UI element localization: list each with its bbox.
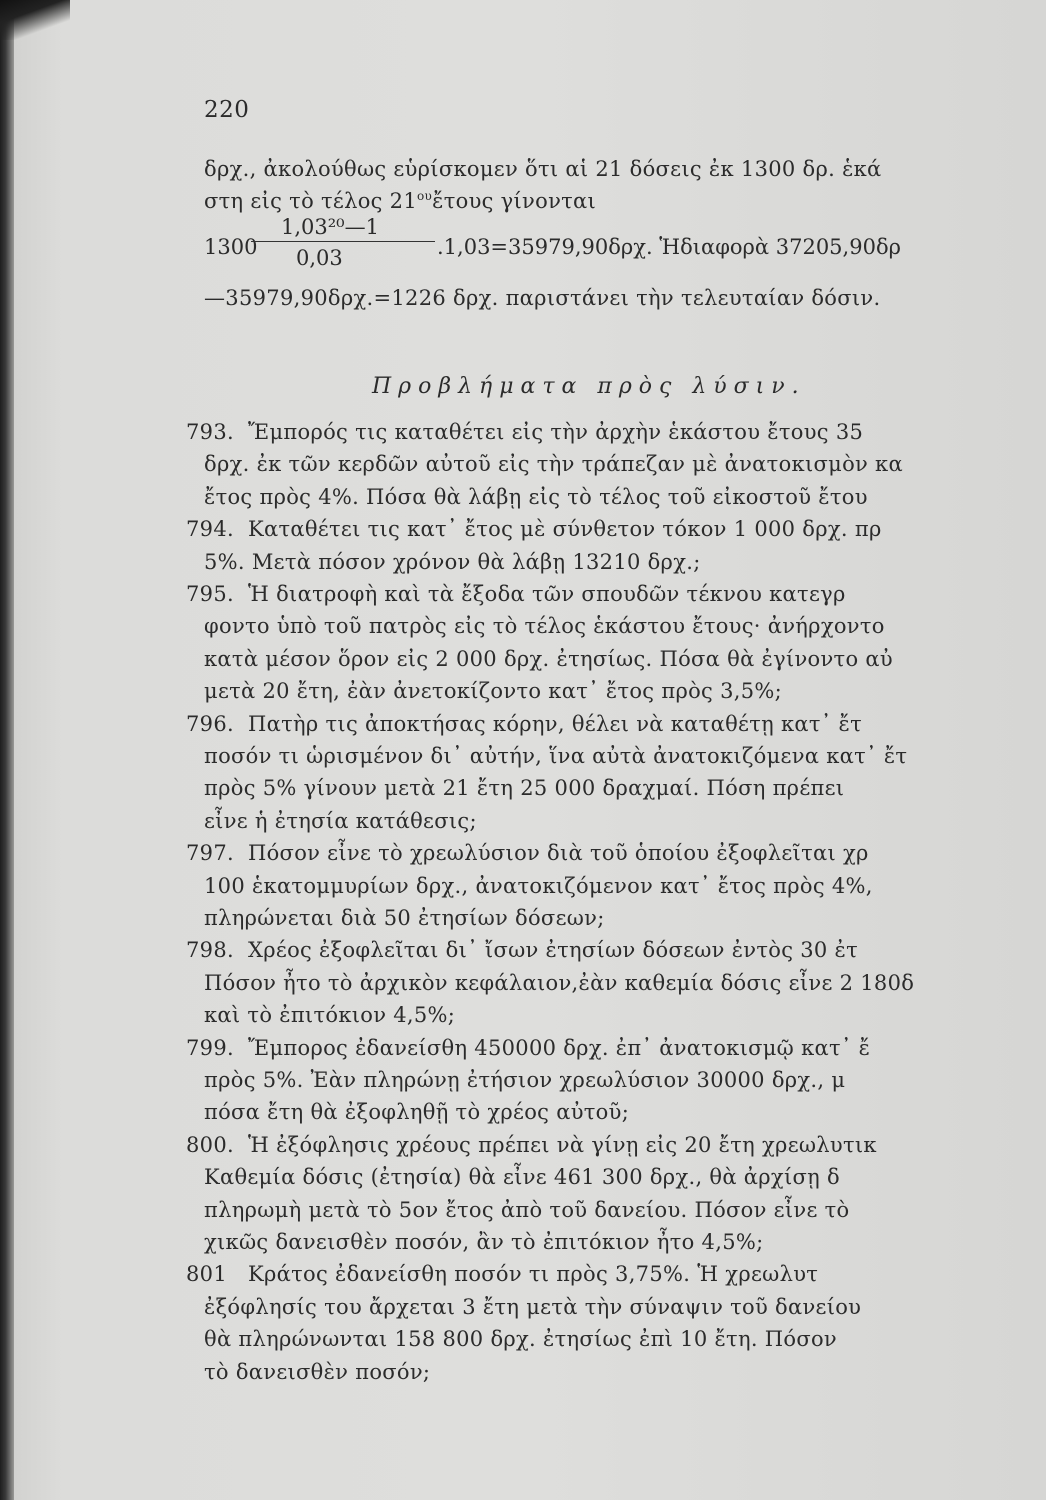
problem-text: Ἡ ἐξόφλησις χρέους πρέπει νὰ γίνῃ εἰς 20 ἔτη χρεωλυτικ (248, 1133, 877, 1157)
intro-line-2-text: στη εἰς τὸ τέλος 21 (204, 189, 418, 213)
problem-line (186, 517, 882, 541)
problem-line: ἔτος πρὸς 4%. Πόσα θὰ λάβῃ εἰς τὸ τέλος τοῦ εἰκοστοῦ ἔτου (204, 485, 868, 509)
formula-result: .1,03=35979,90δρχ. Ἡδιαφορὰ 37205,90δρ (437, 235, 901, 259)
problem-line: πόσα ἔτη θὰ ἐξοφληθῇ τὸ χρέος αὐτοῦ; (204, 1100, 630, 1124)
problem-text: Ἔμπορος ἐδανείσθη 450000 δρχ. ἐπ᾽ ἀνατοκισμῷ κατ᾽ ἔ (248, 1036, 871, 1060)
formula-denominator: 0,03 (296, 246, 343, 270)
problem-line: χικῶς δανεισθὲν ποσόν, ἂν τὸ ἐπιτόκιον ἦτο 4,5%; (204, 1230, 764, 1254)
page-corner-shadow (0, 0, 70, 40)
problem-text: Ἔμπορός τις καταθέτει εἰς τὴν ἀρχὴν ἑκάστου ἔτους 35 (248, 420, 864, 444)
problem-text: Πόσον εἶνε τὸ χρεωλύσιον διὰ τοῦ ὁποίου ἐξοφλεῖται χρ (248, 841, 869, 865)
problem-number: 801 (186, 1262, 227, 1286)
problem-line (186, 582, 846, 606)
problem-line: πληρωμὴ μετὰ τὸ 5ον ἔτος ἀπὸ τοῦ δανείου. Πόσον εἶνε τὸ (204, 1198, 850, 1222)
problem-line: φοντο ὑπὸ τοῦ πατρὸς εἰς τὸ τέλος ἑκάστου ἔτους· ἀνήρχοντο (204, 614, 885, 638)
problem-number: 795. (186, 582, 234, 606)
problem-line (186, 1262, 818, 1286)
problem-number: 794. (186, 517, 234, 541)
problem-line: 5%. Μετὰ πόσον χρόνον θὰ λάβῃ 13210 δρχ.; (204, 550, 701, 574)
problem-line (186, 712, 862, 736)
problem-line: ποσόν τι ὡρισμένον δι᾽ αὐτήν, ἵνα αὐτὰ ἀνατοκιζόμενα κατ᾽ ἔτ (204, 744, 908, 768)
section-heading: Προβλήματα πρὸς λύσιν. (372, 374, 806, 399)
intro-superscript: ου (417, 189, 433, 203)
problem-line: τὸ δανεισθὲν ποσόν; (204, 1360, 431, 1384)
problem-line: πρὸς 5%. Ἐὰν πληρώνῃ ἐτήσιον χρεωλύσιον 30000 δρχ., μ (204, 1068, 846, 1092)
problem-number: 797. (186, 841, 234, 865)
intro-line-4: —35979,90δρχ.=1226 δρχ. παριστάνει τὴν τελευταίαν δόσιν. (204, 286, 881, 310)
problem-line: Πόσον ἦτο τὸ ἀρχικὸν κεφάλαιον,ἐὰν καθεμία δόσις εἶνε 2 180δ (204, 971, 915, 995)
problem-line: πληρώνεται διὰ 50 ἐτησίων δόσεων; (204, 906, 605, 930)
problem-number: 799. (186, 1036, 234, 1060)
problem-number: 800. (186, 1133, 234, 1157)
problem-line (186, 938, 858, 962)
problem-line (186, 1036, 870, 1060)
problem-text: Κράτος ἐδανείσθη ποσόν τι πρὸς 3,75%. Ἡ χρεωλυτ (248, 1262, 819, 1286)
intro-line-1: δρχ., ἀκολούθως εὑρίσκομεν ὅτι αἱ 21 δόσεις ἐκ 1300 δρ. ἑκά (204, 157, 882, 181)
problem-line (186, 1133, 877, 1157)
problem-line: δρχ. ἐκ τῶν κερδῶν αὐτοῦ εἰς τὴν τράπεζαν μὲ ἀνατοκισμὸν κα (204, 452, 903, 476)
problem-line: θὰ πληρώνωνται 158 800 δρχ. ἐτησίως ἐπὶ 10 ἔτη. Πόσον (204, 1327, 837, 1351)
page-number: 220 (204, 97, 250, 123)
problem-line: Καθεμία δόσις (ἐτησία) θὰ εἶνε 461 300 δρχ., θὰ ἀρχίσῃ δ (204, 1165, 840, 1189)
problem-line: εἶνε ἡ ἐτησία κατάθεσις; (204, 809, 477, 833)
fraction-bar (251, 241, 435, 242)
problem-number: 796. (186, 712, 234, 736)
problem-line (186, 420, 863, 444)
problem-text: Καταθέτει τις κατ᾽ ἔτος μὲ σύνθετον τόκον 1 000 δρχ. πρ (248, 517, 882, 541)
intro-line-2 (204, 189, 596, 213)
problem-line (186, 841, 869, 865)
problem-number: 798. (186, 938, 234, 962)
problem-text: Πατὴρ τις ἀποκτήσας κόρην, θέλει νὰ καταθέτῃ κατ᾽ ἔτ (248, 712, 863, 736)
intro-line-2-text-b: ἔτους γίνονται (432, 189, 597, 213)
problem-line: καὶ τὸ ἐπιτόκιον 4,5%; (204, 1003, 456, 1027)
problem-line: κατὰ μέσον ὅρον εἰς 2 000 δρχ. ἐτησίως. Πόσα θὰ ἐγίνοντο αὐ (204, 647, 893, 671)
problem-line: 100 ἑκατομμυρίων δρχ., ἀνατοκιζόμενον κατ᾽ ἔτος πρὸς 4%, (204, 874, 873, 898)
formula-left-value: 1300 (204, 235, 258, 259)
problem-line: ἐξόφλησίς του ἄρχεται 3 ἔτη μετὰ τὴν σύναψιν τοῦ δανείου (204, 1295, 862, 1319)
problem-number: 793. (186, 420, 234, 444)
formula-numerator: 1,03²⁰—1 (281, 215, 379, 239)
problem-text: Χρέος ἐξοφλεῖται δι᾽ ἴσων ἐτησίων δόσεων ἐντὸς 30 ἐτ (248, 938, 859, 962)
problem-line: μετὰ 20 ἔτη, ἐὰν ἀνετοκίζοντο κατ᾽ ἔτος πρὸς 3,5%; (204, 679, 783, 703)
problem-line: πρὸς 5% γίνουν μετὰ 21 ἔτη 25 000 δραχμαί. Πόση πρέπει (204, 776, 845, 800)
page-binding-shadow (0, 0, 14, 1500)
problem-text: Ἡ διατροφὴ καὶ τὰ ἔξοδα τῶν σπουδῶν τέκνου κατεγρ (248, 582, 846, 606)
